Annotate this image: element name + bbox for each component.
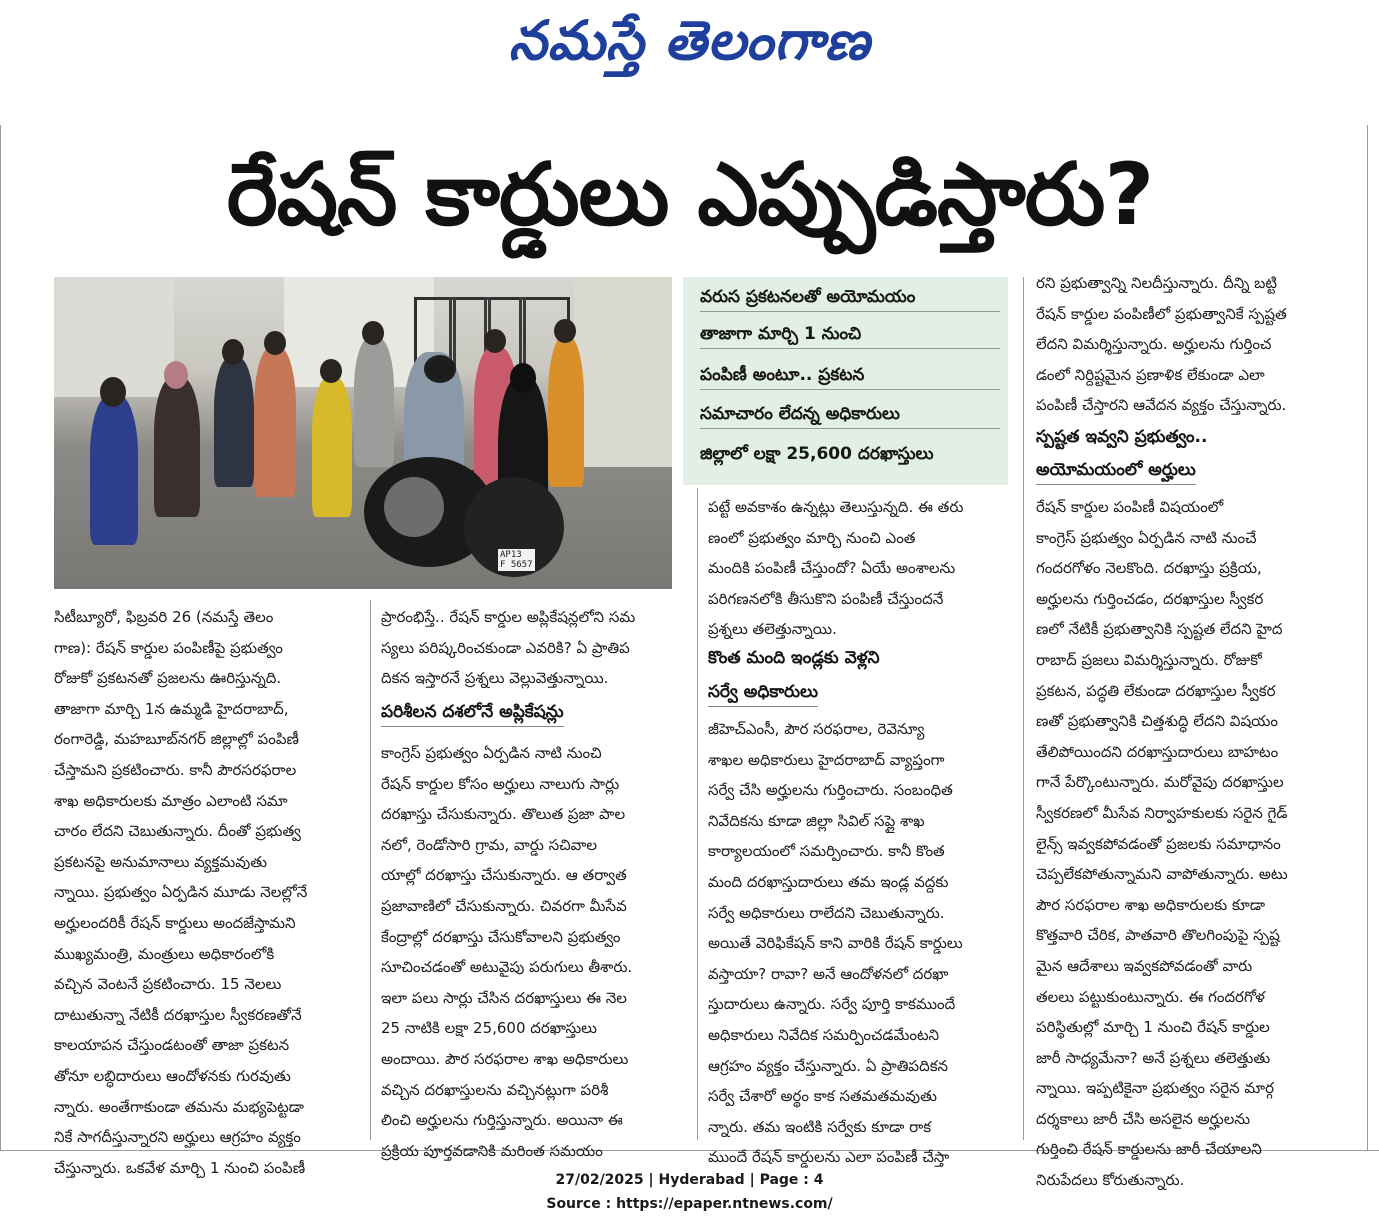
column-rule — [370, 600, 371, 1140]
subheading-col3-line2: సర్వే అధికారులు — [708, 678, 818, 707]
article-column-3-top: పట్టే అవకాశం ఉన్నట్లు తెలుస్తున్నది. ఈ తరు ణంలో ప్రభుత్వం మార్చి నుంచి ఎంత మందికి పంపిణీ చేస్తుందో? ఏయే అంశాలను పరిగణనలోకి తీసుకొని పంపిణీ చేస్తుందనే ప్రశ్నలు తలెత్తున్నాయి. — [708, 498, 964, 639]
subheading-col2: పరిశీలన దశలోనే అప్లికేషన్లు — [381, 698, 564, 727]
article-column-4-top: రని ప్రభుత్వాన్ని నిలదీస్తున్నారు. దీన్ని బట్టి రేషన్ కార్డుల పంపిణీలో ప్రభుత్వానికే స్పష్టత లేదని విమర్శిస్తున్నారు. అర్హులను గుర్తించ డంలో నిర్దిష్టమైన ప్రణాళిక లేకుండా ఎలా పంపిణీ చేస్తారని ఆవేదన వ్యక్తం చేస్తున్నారు. — [1036, 274, 1287, 415]
masthead-logo: నమస్తే తెలంగాణ — [508, 8, 871, 72]
pullquote-line: సమాచారం లేదన్న అధికారులు — [700, 400, 1000, 429]
pullquote-line: వరుస ప్రకటనలతో అయోమయం — [700, 283, 1000, 312]
article-column-3-bottom: జీహెచ్ఎంసీ, పౌర సరఫరాల, రెవెన్యూ శాఖల అధికారులు హైదరాబాద్ వ్యాప్తంగా సర్వే చేసి అర్హులను గుర్తించారు. సంబంధిత నివేదికను కూడా జిల్లా సివిల్ సప్లై శాఖ కార్యాలయంలో సమర్పించారు. కానీ కొంత మంది దరఖాస్తుదారులు తమ ఇండ్ల వద్దకు సర్వే అధికారులు రాలేదని చెబుతున్నారు. అయితే వెరిఫికేషన్ కాని వారికి రేషన్ కార్డులు వస్తాయా? రావా? అనే ఆందోళనలో దరఖా స్తుదారులు ఉన్నారు. సర్వే పూర్తి కాకముందే అధికారులు నివేదిక సమర్పించడమేంటని ఆగ్రహం వ్యక్తం చేస్తున్నారు. ఏ ప్రాతిపదికన సర్వే చేశారో అర్థం కాక సతమతమవుతు న్నారు. తమ ఇంటికి సర్వేకు కూడా రాక ముందే రేషన్ కార్డులను ఎలా పంపిణీ చేస్తా — [708, 720, 963, 1167]
headline: రేషన్ కార్డులు ఎప్పుడిస్తారు? — [226, 145, 1154, 245]
vehicle-number-plate: AP13 F 5657 — [500, 550, 533, 570]
article-column-1: సిటీబ్యూరో, ఫిబ్రవరి 26 (నమస్తే తెలం గాణ): రేషన్ కార్డుల పంపిణీపై ప్రభుత్వం రోజుకో ప్రకటనతో ప్రజలను ఊరిస్తున్నది. తాజాగా మార్చి 1న ఉమ్మడి హైదరాబాద్, రంగారెడ్డి, మహబూబ్‌నగర్ జిల్లాల్లో పంపిణీ చేస్తామని ప్రకటించారు. కానీ పౌరసరఫరాల శాఖ అధికారులకు మాత్రం ఎలాంటి సమా చారం లేదని చెబుతున్నారు. దీంతో ప్రభుత్వ ప్రకటనపై అనుమానాలు వ్యక్తమవుతు న్నాయి. ప్రభుత్వం ఏర్పడిన మూడు నెలల్లోనే అర్హులందరికీ రేషన్ కార్డులు అందజేస్తామని ముఖ్యమంత్రి, మంత్రులు అధికారంలోకి వచ్చిన వెంటనే ప్రకటించారు. 15 నెలలు దాటుతున్నా నేటికీ దరఖాస్తుల స్వీకరణతోనే కాలయాపన చేస్తుండటంతో తాజా ప్రకటన తోనూ లబ్ధిదారులు ఆందోళనకు గురవుతు న్నారు. అంతేగాకుండా తమను మభ్యపెట్టడా నికే సాగదీస్తున్నారని అర్హులు ఆగ్రహం వ్యక్తం చేస్తున్నారు. ఒకవేళ మార్చి 1 నుంచి పంపిణీ — [54, 608, 308, 1177]
pullquote-line: పంపిణీ అంటూ.. ప్రకటన — [700, 361, 1000, 390]
column-rule — [697, 488, 698, 1140]
footer-dateline: 27/02/2025 | Hyderabad | Page : 4 — [555, 1172, 824, 1188]
pullquote-line: తాజాగా మార్చి 1 నుంచి — [700, 320, 1000, 349]
article-column-2-bottom: కాంగ్రెస్ ప్రభుత్వం ఏర్పడిన నాటి నుంచి రేషన్ కార్డుల కోసం అర్హులు నాలుగు సార్లు దరఖాస్తు చేసుకున్నారు. తొలుత ప్రజా పాల నలో, రెండోసారి గ్రామ, వార్డు సచివాల యాల్లో దరఖాస్తు చేసుకున్నారు. ఆ తర్వాత ప్రజావాణిలో చేసుకున్నారు. చివరగా మీసేవ కేంద్రాల్లో దరఖాస్తు చేసుకోవాలని ప్రభుత్వం సూచించడంతో అటువైపు పరుగులు తీశారు. ఇలా పలు సార్లు చేసిన దరఖాస్తులు ఈ నెల 25 నాటికి లక్షా 25,600 దరఖాస్తులు అందాయి. పౌర సరఫరాల శాఖ అధికారులు వచ్చిన దరఖాస్తులను వచ్చినట్లుగా పరిశీ లించి అర్హులను గుర్తిస్తున్నారు. అయినా ఈ ప్రక్రియ పూర్తవడానికి మరింత సమయం — [381, 744, 633, 1160]
left-border-rule — [0, 125, 1, 1150]
subheading-col3-line1: కొంత మంది ఇండ్లకు వెళ్లని — [708, 648, 880, 668]
footer-source-link[interactable]: Source : https://epaper.ntnews.com/ — [546, 1196, 833, 1212]
subheading-col4-line2: అయోమయంలో అర్హులు — [1036, 456, 1196, 485]
article-column-2-top: ప్రారంభిస్తే.. రేషన్ కార్డుల అప్లికేషన్లలోని సమ స్యలు పరిష్కరించకుండా ఎవరికి? ఏ ప్రాతిప దికన ఇస్తారనే ప్రశ్నలు వెల్లువెత్తున్నాయి. — [381, 608, 636, 688]
news-photo — [54, 277, 672, 589]
subheading-col4-line1: స్పష్టత ఇవ్వని ప్రభుత్వం.. — [1036, 427, 1208, 447]
column-rule — [1023, 277, 1024, 1140]
pullquote-line: జిల్లాలో లక్షా 25,600 దరఖాస్తులు — [700, 444, 934, 464]
article-column-4-bottom: రేషన్ కార్డుల పంపిణీ విషయంలో కాంగ్రెస్ ప్రభుత్వం ఏర్పడిన నాటి నుంచే గందరగోళం నెలకొంది. దరఖాస్తు ప్రక్రియ, అర్హులను గుర్తించడం, దరఖాస్తుల స్వీకర ణలో నేటికీ ప్రభుత్వానికి స్పష్టత లేదని హైద రాబాద్ ప్రజలు విమర్శిస్తున్నారు. రోజుకో ప్రకటన, పద్ధతి లేకుండా దరఖాస్తుల స్వీకర ణతో ప్రభుత్వానికి చిత్తశుద్ధి లేదని విషయం తేలిపోయిందని దరఖాస్తుదారులు బాహటం గానే పేర్కొంటున్నారు. మరోవైపు దరఖాస్తుల స్వీకరణలో మీసేవ నిర్వాహకులకు సరైన గైడ్ లైన్స్ ఇవ్వకపోవడంతో ప్రజలకు సమాధానం చెప్పలేకపోతున్నామని వాపోతున్నారు. అటు పౌర సరఫరాల శాఖ అధికారులకు కూడా కొత్తవారి చేరిక, పాతవారి తొలగింపుపై స్పష్ట మైన ఆదేశాలు ఇవ్వకపోవడంతో వారు తలలు పట్టుకుంటున్నారు. ఈ గందరగోళ పరిస్థితుల్లో మార్చి 1 నుంచి రేషన్ కార్డుల జారీ సాధ్యమేనా? అనే ప్రశ్నలు తలెత్తుతు న్నాయి. ఇప్పటికైనా ప్రభుత్వం సరైన మార్గ దర్శకాలు జారీ చేసి అసలైన అర్హులను గుర్తించి రేషన్ కార్డులను జారీ చేయాలని నిరుపేదలు కోరుతున్నారు. — [1036, 498, 1288, 1190]
right-border-rule — [1367, 125, 1368, 1150]
